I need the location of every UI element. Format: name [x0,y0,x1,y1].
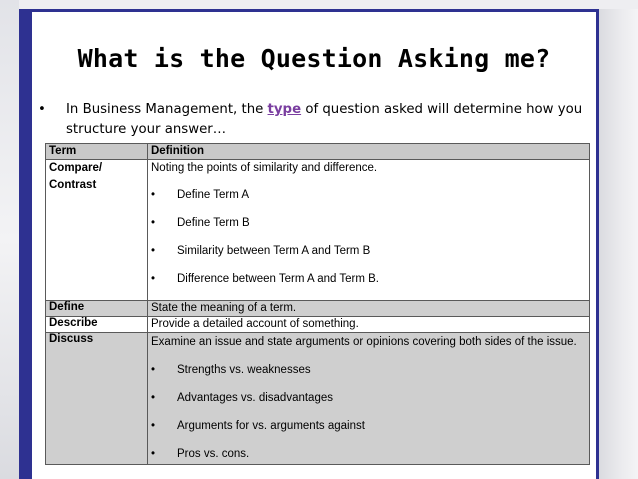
definition-cell: State the meaning of a term. [148,301,590,317]
bullet-icon: • [151,245,156,257]
definition-text: Examine an issue and state arguments or opinions covering both sides of the issue. [151,336,577,348]
list-item [151,446,586,462]
term-cell [46,160,148,301]
definitions-table [45,143,590,465]
term-cell: Discuss [46,333,148,465]
frame-right-bar [596,9,599,479]
intro-keyword: type [267,102,302,117]
list-item-text: Advantages vs. disadvantages [177,392,333,404]
term-cell: Describe [46,317,148,333]
list-item [151,362,586,378]
bullet-icon: • [151,448,156,460]
table-header-row [46,144,590,160]
list-item-text: Define Term A [177,189,250,201]
frame-background-top [19,0,638,9]
list-item [151,243,586,259]
term-cell: Define [46,301,148,317]
frame-left-bar [19,9,32,479]
bullet-icon: • [151,217,156,229]
list-item-text: Define Term B [177,217,250,229]
intro-suffix: of question asked will determine how you structure your answer… [66,102,583,137]
header-term: Term [46,144,148,160]
intro-prefix: In Business Management, the [66,102,268,117]
definition-text: Noting the points of similarity and difference. [151,162,378,174]
list-item-text: Similarity between Term A and Term B [177,245,371,257]
list-item [151,215,586,231]
frame-right-panel [596,9,638,479]
sub-list [151,187,586,287]
list-item-text: Strengths vs. weaknesses [177,364,311,376]
list-item-text: Arguments for vs. arguments against [177,420,365,432]
table-row [46,333,590,465]
frame-top-bar [19,9,599,12]
slide-title: What is the Question Asking me? [77,44,551,73]
term-text: Compare/ Contrast [49,162,103,191]
list-item [151,271,586,287]
definition-cell: Provide a detailed account of something. [148,317,590,333]
frame-background-left [0,0,19,479]
bullet-icon: • [151,273,156,285]
list-item [151,418,586,434]
definition-cell [148,160,590,301]
table-row [46,301,590,317]
list-item-text: Difference between Term A and Term B. [177,273,380,285]
bullet-icon: • [38,102,46,117]
header-definition: Definition [148,144,590,160]
definition-cell [148,333,590,465]
bullet-icon: • [151,364,156,376]
table-row [46,317,590,333]
bullet-icon: • [151,392,156,404]
intro-text [66,100,586,140]
sub-list [151,362,586,464]
list-item [151,187,586,203]
table-row [46,160,590,301]
list-item [151,390,586,406]
bullet-icon: • [151,420,156,432]
bullet-icon: • [151,189,156,201]
list-item-text: Pros vs. cons. [177,448,250,460]
